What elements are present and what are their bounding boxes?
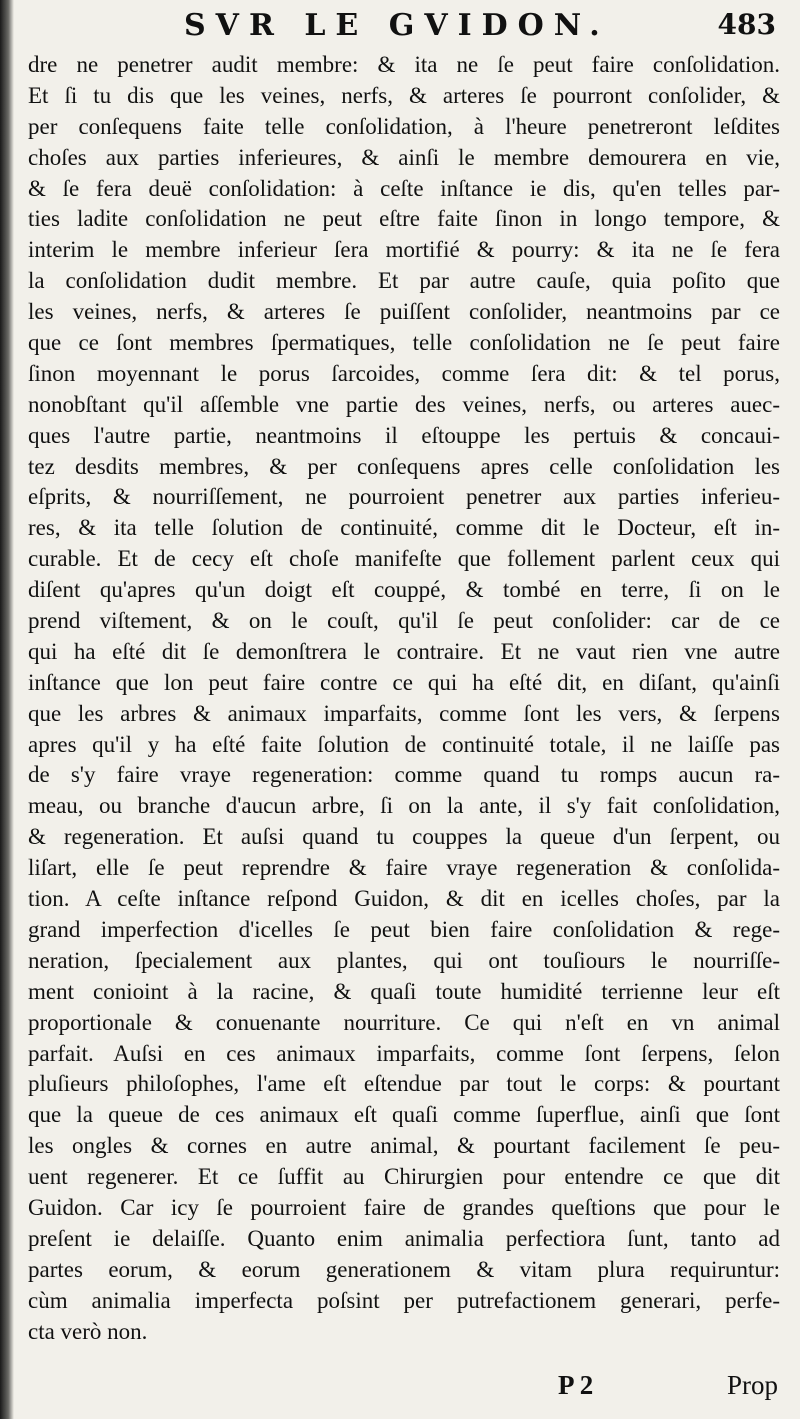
text-line: les veines, nerfs, & arteres ſe puiſſent conſolider, neantmoins par ce [28, 299, 780, 325]
text-line: partes eorum, & eorum generationem & vitam plura requiruntur: [28, 1256, 780, 1282]
text-line: uent regenerer. Et ce ſuffit au Chirurgien pour entendre ce que dit [28, 1164, 780, 1190]
body-text [28, 50, 780, 1347]
text-line: nonobſtant qu'il aſſemble vne partie des veines, nerfs, ou arteres auec- [28, 391, 780, 417]
text-line: ment conioint à la racine, & quaſi toute humidité terrienne leur eſt [28, 978, 780, 1004]
text-line: proportionale & conuenante nourriture. Ce qui n'eſt en vn animal [28, 1009, 780, 1035]
text-line: eſprits, & nourriſſement, ne pourroient penetrer aux parties inferieu- [28, 484, 780, 510]
text-line: les ongles & cornes en autre animal, & pourtant facilement ſe peu- [28, 1133, 780, 1159]
page-footer [28, 1370, 780, 1406]
text-line: choſes aux parties inferieures, & ainſi le membre demourera en vie, [28, 144, 780, 170]
text-line: tez desdits membres, & per conſequens apres celle conſolidation les [28, 453, 780, 479]
catchword: Prop [726, 1370, 778, 1400]
text-line: cùm animalia imperfecta poſsint per putrefactionem generari, perfe- [28, 1287, 780, 1313]
text-line: ties ladite conſolidation ne peut eſtre faite ſinon in longo tempore, & [28, 206, 780, 232]
text-line: curable. Et de cecy eſt choſe manifeſte que follement parlent ceux qui [28, 546, 780, 572]
text-line: de s'y faire vraye regeneration: comme quand tu romps aucun ra- [28, 762, 780, 788]
text-line: ques l'autre partie, neantmoins il eſtouppe les pertuis & concaui- [28, 422, 780, 448]
text-line: per conſequens faite telle conſolidation, à l'heure penetreront leſdites [28, 113, 780, 139]
text-line: Guidon. Car icy ſe pourroient faire de grandes queſtions que pour le [28, 1194, 780, 1220]
text-line: neration, ſpecialement aux plantes, qui ont touſiours le nourriſſe- [28, 947, 780, 973]
text-line: & ſe fera deuë conſolidation: à ceſte inſtance ie dis, qu'en telles par- [28, 175, 780, 201]
text-line: res, & ita telle ſolution de continuité, comme dit le Docteur, eſt in- [28, 515, 780, 541]
signature-mark: P 2 [558, 1370, 594, 1400]
text-line: dre ne penetrer audit membre: & ita ne ſe peut faire conſolidation. [28, 52, 780, 77]
text-line: grand imperfection d'icelles ſe peut bien faire conſolidation & rege- [28, 916, 780, 942]
text-line: que les arbres & animaux imparfaits, comme ſont les vers, & ſerpens [28, 700, 780, 726]
text-line: prend viſtement, & on le couſt, qu'il ſe peut conſolider: car de ce [28, 608, 780, 634]
text-line: qui ha eſté dit ſe demonſtrera le contraire. Et ne vaut rien vne autre [28, 638, 780, 664]
running-title: SVR LE GVIDON. [184, 8, 610, 43]
text-line: la conſolidation dudit membre. Et par autre cauſe, quia poſito que [28, 268, 780, 294]
page-number: 483 [717, 8, 776, 41]
text-line: que la queue de ces animaux eſt quaſi comme ſuperflue, ainſi que ſont [28, 1102, 780, 1128]
binding-gutter [0, 0, 14, 1419]
text-line: cta verò non. [28, 1318, 148, 1344]
text-line: diſent qu'apres qu'un doigt eſt couppé, & tombé en terre, ſi on le [28, 577, 780, 603]
text-line: Et ſi tu dis que les veines, nerfs, & arteres ſe pourront conſolider, & [28, 82, 780, 108]
text-line: & regeneration. Et auſsi quand tu couppes la queue d'un ſerpent, ou [28, 824, 780, 850]
text-line: que ce ſont membres ſpermatiques, telle conſolidation ne ſe peut faire [28, 330, 780, 356]
text-line: preſent ie delaiſſe. Quanto enim animalia perfectiora ſunt, tanto ad [28, 1225, 780, 1251]
text-line: interim le membre inferieur ſera mortifié & pourry: & ita ne ſe fera [28, 237, 780, 263]
text-line: tion. A ceſte inſtance reſpond Guidon, & dit en icelles choſes, par la [28, 886, 780, 912]
text-line: parfait. Auſsi en ces animaux imparfaits, comme ſont ſerpens, ſelon [28, 1040, 780, 1066]
text-line: liſart, elle ſe peut reprendre & faire vraye regeneration & conſolida- [28, 855, 780, 881]
text-line: meau, ou branche d'aucun arbre, ſi on la ante, il s'y fait conſolidation, [28, 793, 780, 819]
text-line: apres qu'il y ha eſté faite ſolution de continuité totale, il ne laiſſe pas [28, 731, 780, 757]
text-line: ſinon moyennant le porus ſarcoides, comme ſera dit: & tel porus, [28, 360, 780, 386]
text-line: pluſieurs philoſophes, l'ame eſt eſtendue par tout le corps: & pourtant [28, 1071, 780, 1097]
page-header [80, 2, 780, 46]
text-line: inſtance que lon peut faire contre ce qui ha eſté dit, en diſant, qu'ainſi [28, 669, 780, 695]
